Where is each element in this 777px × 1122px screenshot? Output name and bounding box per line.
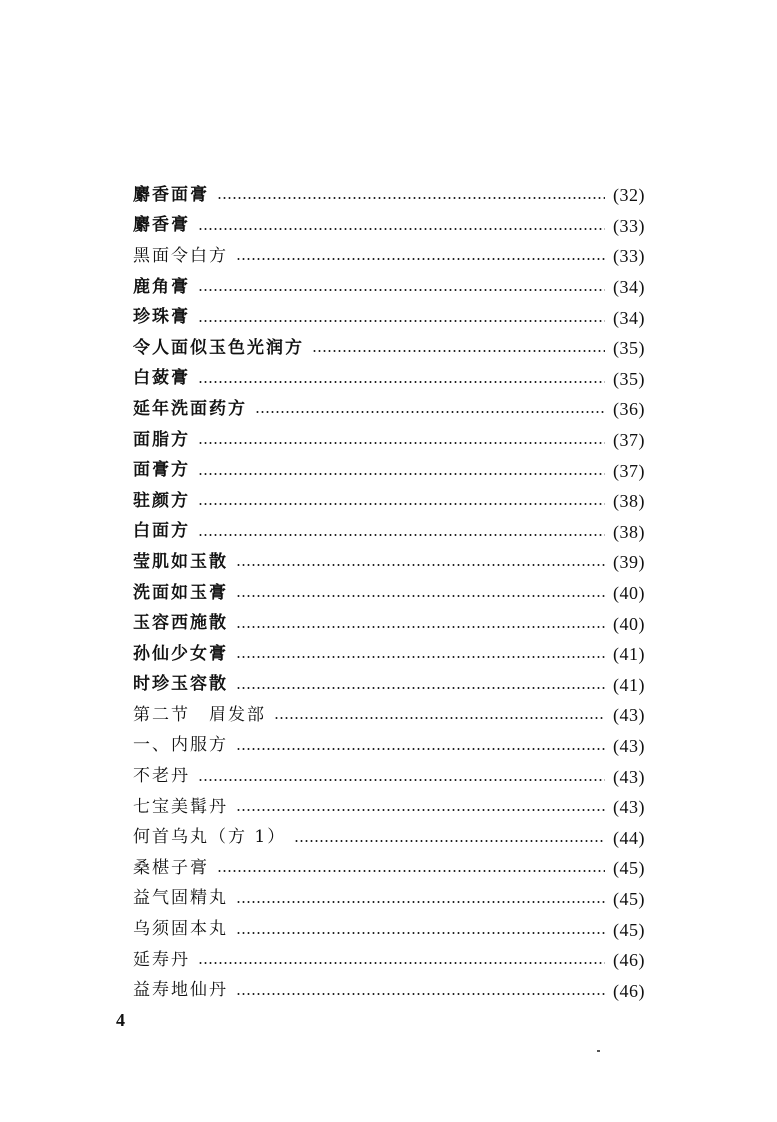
dot-leader bbox=[236, 993, 605, 995]
toc-entry-title: 洗面如玉膏 bbox=[133, 582, 228, 603]
toc-entry-page: (41) bbox=[613, 644, 645, 665]
toc-entry bbox=[133, 364, 645, 395]
toc-entry-page: (43) bbox=[613, 705, 645, 726]
toc-entry bbox=[133, 394, 645, 425]
toc-entry bbox=[133, 670, 645, 701]
toc-entry-page: (40) bbox=[613, 583, 645, 604]
toc-entry-title: 面脂方 bbox=[133, 429, 190, 450]
dot-leader bbox=[198, 779, 605, 781]
toc-entry bbox=[133, 761, 645, 792]
toc-entry-title: 延年洗面药方 bbox=[133, 398, 247, 419]
toc-entry bbox=[133, 180, 645, 211]
toc-entry-page: (34) bbox=[613, 307, 645, 328]
toc-entry-page: (40) bbox=[613, 613, 645, 634]
dot-leader bbox=[198, 320, 605, 322]
toc-entry-title: 白面方 bbox=[133, 521, 190, 542]
dot-leader bbox=[217, 197, 605, 199]
toc-entry-page: (32) bbox=[613, 185, 645, 206]
toc-entry-title: 何首乌丸（方 1） bbox=[133, 827, 287, 848]
dot-leader bbox=[198, 442, 605, 444]
toc-entry-title: 白蔹膏 bbox=[133, 368, 190, 389]
toc-entry-page: (41) bbox=[613, 674, 645, 695]
toc-entry bbox=[133, 517, 645, 548]
dot-leader bbox=[236, 901, 605, 903]
toc-entry bbox=[133, 792, 645, 823]
toc-entry-page: (44) bbox=[613, 827, 645, 848]
toc-entry-title: 麝香膏 bbox=[133, 215, 190, 236]
toc-entry bbox=[133, 945, 645, 976]
dot-leader bbox=[198, 228, 605, 230]
toc-entry-page: (38) bbox=[613, 491, 645, 512]
dot-leader bbox=[198, 534, 605, 536]
toc-entry-title: 莹肌如玉散 bbox=[133, 551, 228, 572]
toc-entry-title: 鹿角膏 bbox=[133, 276, 190, 297]
toc-entry-title: 珍珠膏 bbox=[133, 307, 190, 328]
toc-entry-page: (45) bbox=[613, 858, 645, 879]
toc-subsection-heading bbox=[133, 731, 645, 762]
toc-entry bbox=[133, 639, 645, 670]
toc-entry-title: 不老丹 bbox=[133, 766, 190, 787]
toc-entry bbox=[133, 914, 645, 945]
dot-leader bbox=[294, 840, 605, 842]
toc-entry-page: (45) bbox=[613, 888, 645, 909]
toc-entry-page: (45) bbox=[613, 919, 645, 940]
toc-entry-title: 麝香面膏 bbox=[133, 184, 209, 205]
dot-leader bbox=[236, 595, 605, 597]
toc-entry-page: (43) bbox=[613, 766, 645, 787]
dot-leader bbox=[236, 258, 605, 260]
toc-entry bbox=[133, 272, 645, 303]
toc-entry-title: 益气固精丸 bbox=[133, 888, 228, 909]
toc-entry bbox=[133, 425, 645, 456]
toc-entry bbox=[133, 486, 645, 517]
toc-entry-page: (36) bbox=[613, 399, 645, 420]
toc-entry bbox=[133, 884, 645, 915]
toc-entry-title: 第二节 眉发部 bbox=[133, 704, 266, 725]
scan-speck bbox=[597, 1050, 600, 1052]
toc-entry bbox=[133, 547, 645, 578]
toc-entry-title: 乌须固本丸 bbox=[133, 919, 228, 940]
dot-leader bbox=[236, 564, 605, 566]
dot-leader bbox=[312, 350, 605, 352]
toc-entry-title: 时珍玉容散 bbox=[133, 674, 228, 695]
toc-entry bbox=[133, 853, 645, 884]
dot-leader bbox=[236, 687, 605, 689]
toc-entry-title: 驻颜方 bbox=[133, 490, 190, 511]
toc-entry-page: (39) bbox=[613, 552, 645, 573]
dot-leader bbox=[274, 717, 605, 719]
toc-entry-page: (38) bbox=[613, 521, 645, 542]
dot-leader bbox=[236, 809, 605, 811]
dot-leader bbox=[236, 626, 605, 628]
table-of-contents bbox=[133, 180, 645, 1006]
toc-entry-page: (33) bbox=[613, 246, 645, 267]
toc-entry bbox=[133, 211, 645, 242]
toc-entry-title: 桑椹子膏 bbox=[133, 857, 209, 878]
dot-leader bbox=[217, 870, 605, 872]
toc-entry-page: (37) bbox=[613, 460, 645, 481]
toc-entry bbox=[133, 302, 645, 333]
toc-entry-title: 孙仙少女膏 bbox=[133, 643, 228, 664]
toc-entry-page: (43) bbox=[613, 797, 645, 818]
toc-entry-page: (33) bbox=[613, 215, 645, 236]
dot-leader bbox=[236, 656, 605, 658]
dot-leader bbox=[198, 381, 605, 383]
toc-entry bbox=[133, 241, 645, 272]
toc-entry-title: 益寿地仙丹 bbox=[133, 980, 228, 1001]
toc-entry-page: (35) bbox=[613, 338, 645, 359]
toc-entry-page: (34) bbox=[613, 277, 645, 298]
dot-leader bbox=[255, 411, 605, 413]
toc-entry bbox=[133, 975, 645, 1006]
toc-entry-title: 七宝美髯丹 bbox=[133, 796, 228, 817]
toc-entry bbox=[133, 455, 645, 486]
toc-entry-page: (46) bbox=[613, 980, 645, 1001]
toc-entry bbox=[133, 608, 645, 639]
toc-entry-page: (37) bbox=[613, 430, 645, 451]
page-number: 4 bbox=[116, 1010, 125, 1030]
toc-section-heading bbox=[133, 700, 645, 731]
dot-leader bbox=[198, 473, 605, 475]
dot-leader bbox=[198, 962, 605, 964]
toc-entry-page: (35) bbox=[613, 368, 645, 389]
toc-entry bbox=[133, 333, 645, 364]
toc-entry-page: (46) bbox=[613, 950, 645, 971]
dot-leader bbox=[198, 503, 605, 505]
toc-entry-title: 黑面令白方 bbox=[133, 245, 228, 266]
dot-leader bbox=[198, 289, 605, 291]
toc-entry-title: 一、内服方 bbox=[133, 735, 228, 756]
dot-leader bbox=[236, 748, 605, 750]
toc-entry-title: 面膏方 bbox=[133, 460, 190, 481]
toc-entry-title: 延寿丹 bbox=[133, 949, 190, 970]
toc-entry-page: (43) bbox=[613, 735, 645, 756]
toc-entry bbox=[133, 822, 645, 853]
toc-entry-title: 玉容西施散 bbox=[133, 613, 228, 634]
dot-leader bbox=[236, 932, 605, 934]
toc-entry bbox=[133, 578, 645, 609]
toc-entry-title: 令人面似玉色光润方 bbox=[133, 337, 304, 358]
